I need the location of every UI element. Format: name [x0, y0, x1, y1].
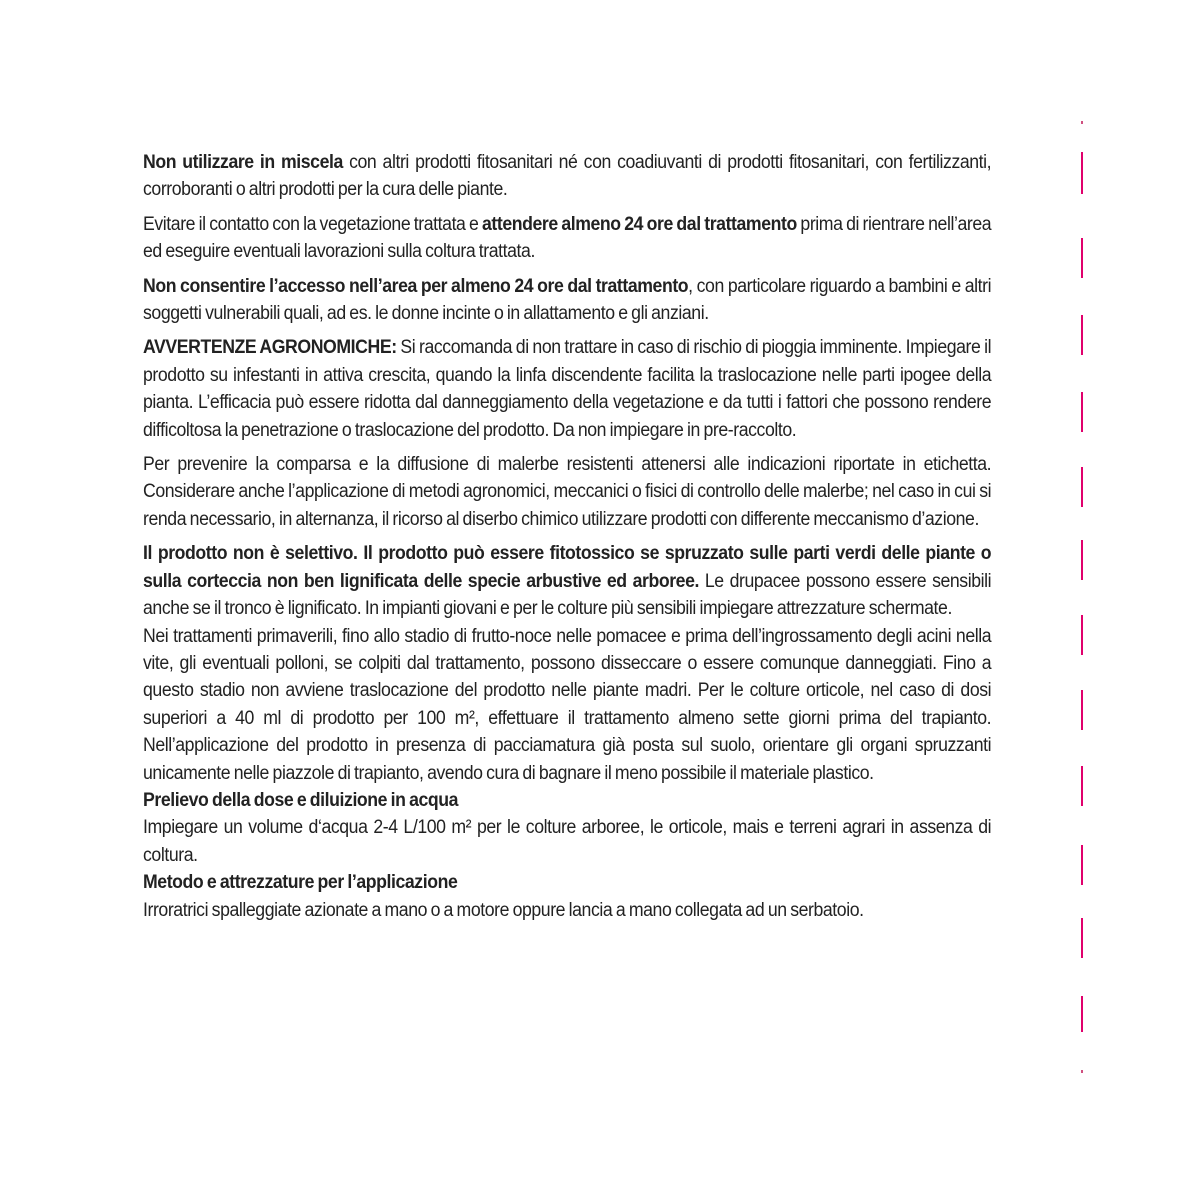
resistance-paragraph [143, 451, 991, 533]
perforation-mark [1081, 392, 1083, 432]
perforation-mark [1081, 690, 1083, 730]
dose-dilution-paragraph [143, 814, 991, 869]
bold-phrase: AVVERTENZE AGRONOMICHE: [143, 337, 397, 359]
perforation-dot [1081, 1070, 1083, 1073]
spring-treatments-paragraph [143, 623, 991, 787]
paragraph-text: con altri prodotti fitosanitari né con coadiuvanti di prodotti fitosanitari, con fertilizzanti, corroboranti o altri prodotti per la cura delle piante. [143, 152, 992, 201]
perforation-mark [1081, 918, 1083, 958]
perforation-mark [1081, 766, 1083, 806]
bold-phrase: Non utilizzare in miscela [143, 152, 343, 173]
application-method-paragraph [143, 897, 991, 924]
perforation-mark [1081, 238, 1083, 278]
paragraph-text: Le drupacee possono essere sensibili anche se il tronco è lignificato. In impianti giovani e per le colture più sensibili impiegare attrezzature schermate. [143, 570, 992, 620]
reentry-paragraph [143, 211, 991, 266]
label-text-body [143, 149, 991, 924]
paragraph-text: Impiegare un volume d‘acqua 2-4 L/100 m² per le colture arboree, le orticole, mais e terreni agrari in assenza di coltura. [143, 817, 992, 866]
perforation-dot [1081, 121, 1083, 124]
bold-phrase: Il prodotto non è selettivo. Il prodotto può essere fitotossico se spruzzato sulle parti verdi delle piante o sulla corteccia non ben lignificata delle specie arbustive ed arboree. [143, 543, 992, 592]
perforation-mark [1081, 845, 1083, 885]
perforation-marks [1081, 0, 1085, 1200]
perforation-mark [1081, 152, 1083, 194]
paragraph-text: Si raccomanda di non trattare in caso di rischio di pioggia imminente. Impiegare il prodotto su infestanti in attiva crescita, quando la linfa discendente facilita la traslocazione nelle parti ipogee della pianta. L’efficacia può essere ridotta dal danneggiamento della vegetazione e da tutti i fattori che possono rendere difficoltosa la penetrazione o traslocazione del prodotto. Da non impiegare in pre-raccolto. [143, 337, 992, 441]
bold-phrase: attendere almeno 24 ore dal trattamento [481, 213, 797, 235]
access-restriction-paragraph [143, 273, 991, 328]
perforation-mark [1081, 315, 1083, 355]
perforation-mark [1081, 615, 1083, 655]
dose-dilution-heading: Prelievo della dose e diluizione in acqua [143, 789, 459, 811]
paragraph-text: , con particolare riguardo a bambini e altri soggetti vulnerabili quali, ad es. le donne incinte o in allattamento e gli anziani. [143, 275, 992, 325]
paragraph-text: Nei trattamenti primaverili, fino allo stadio di frutto-noce nelle pomacee e prima dell’ingrossamento degli acini nella vite, gli eventuali polloni, se colpiti dal trattamento, possono disseccare o essere comunque danneggiati. Fino a questo stadio non avviene traslocazione del prodotto nelle piante madri. Per le colture orticole, nel caso di dosi superiori a 40 ml di prodotto per 100 m², effettuare il trattamento almeno sette giorni prima del trapianto. Nell’applicazione del prodotto in presenza di pacciamatura già posta sul suolo, orientare gli organi spruzzanti unicamente nelle piazzole di trapianto, avendo cura di bagnare il meno possibile il materiale plastico. [143, 625, 992, 784]
usage-warning-paragraph [143, 149, 991, 204]
perforation-mark [1081, 996, 1083, 1032]
paragraph-text: Irroratrici spalleggiate azionate a mano o a motore oppure lancia a mano collegata ad un serbatoio. [143, 899, 864, 921]
agronomic-warnings-paragraph [143, 334, 991, 444]
application-method-heading: Metodo e attrezzature per l’applicazione [143, 872, 458, 894]
selectivity-paragraph [143, 540, 991, 622]
paragraph-text: Per prevenire la comparsa e la diffusione di malerbe resistenti attenersi alle indicazioni riportate in etichetta. Considerare anche l’applicazione di metodi agronomici, meccanici o fisici di controllo delle malerbe; nel caso in cui si renda necessario, in alternanza, il ricorso al diserbo chimico utilizzare prodotti con differente meccanismo d’azione. [143, 454, 992, 530]
bold-phrase: Non consentire l’accesso nell’area per almeno 24 ore dal trattamento [143, 275, 689, 297]
perforation-mark [1081, 467, 1083, 507]
paragraph-text: Evitare il contatto con la vegetazione trattata e [143, 213, 482, 235]
paragraph-text: prima di rientrare nell’area ed eseguire eventuali lavorazioni sulla coltura trattata. [143, 213, 992, 263]
perforation-mark [1081, 540, 1083, 580]
